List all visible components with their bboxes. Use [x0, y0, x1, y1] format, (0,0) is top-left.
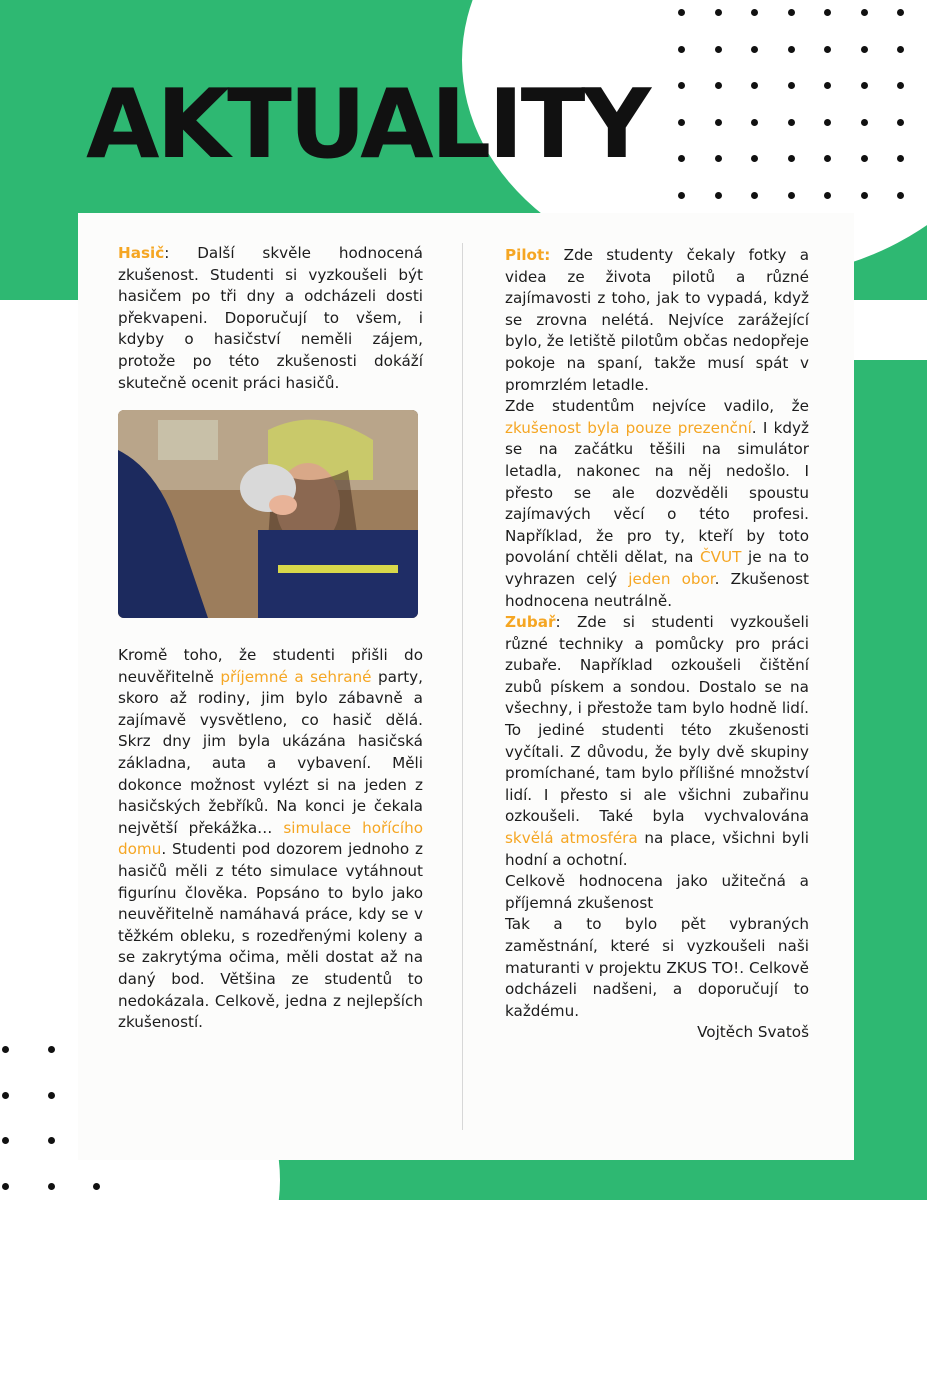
hasic-details [118, 645, 423, 1034]
dot [824, 82, 831, 89]
green-background-right [847, 360, 927, 1200]
dot [751, 119, 758, 126]
dot [48, 1183, 55, 1190]
dot [897, 9, 904, 16]
dot [48, 1092, 55, 1099]
dot [2, 1137, 9, 1144]
author-signature: Vojtěch Svatoš [697, 1023, 809, 1042]
dot [897, 155, 904, 162]
dot [678, 119, 685, 126]
dot [715, 9, 722, 16]
dot [788, 192, 795, 199]
column-divider [462, 243, 463, 1130]
zubar-text: : Zde si studenti vyzkoušeli různé techniky a pomůcky pro práci zubaře. Například ozkoušeli čištění zubů pískem a sondou. Dostalo se na všechny, i přestože tam bylo hodně lidí. To jediné studenti této zkušenosti vyčítali. Z důvodu, že byly dvě skupiny promíchané, tam bylo přílišné množství lidí. I přesto si ale všichni zubařinu ozkoušeli. Také byla vychvalována [505, 613, 809, 826]
dot [2, 1183, 9, 1190]
dot [861, 46, 868, 53]
dot [678, 192, 685, 199]
dot [715, 119, 722, 126]
dot [861, 82, 868, 89]
dot [824, 9, 831, 16]
pilot-detail-b: . I když se na začátku těšili na simulátor letadla, nakonec na něj nedošlo. I přesto se ale dozvěděli spoustu zajímavých věcí o této profesi. Například, že pro ty, kteří by toto povolání chtěli dělat, na [505, 418, 810, 567]
dot [861, 119, 868, 126]
dot [2, 1092, 9, 1099]
pilot-label: Pilot: [505, 246, 551, 264]
dot [824, 192, 831, 199]
dot [751, 192, 758, 199]
dot [715, 192, 722, 199]
pilot-text: Zde studenty čekaly fotky a videa ze života pilotů a různé zajímavosti z toho, jak to vypadá, když se zrovna nelétá. Nejvíce zarážející bylo, že letiště pilotům občas nedopřeje pokoje na spaní, takže musí spát v promrzlém letadle. [505, 246, 809, 394]
photo-illustration [118, 410, 418, 618]
dot [678, 46, 685, 53]
dot [861, 192, 868, 199]
dot [824, 155, 831, 162]
green-background-bottom [200, 1160, 927, 1200]
hasic-detail-text-a: Kromě toho, že studenti přišli do neuvěřitelně [118, 646, 423, 686]
dot [678, 155, 685, 162]
dot [788, 155, 795, 162]
dot [788, 119, 795, 126]
dot [897, 119, 904, 126]
dot [678, 82, 685, 89]
dot [861, 9, 868, 16]
dot [897, 192, 904, 199]
highlight-simulation: simulace hořícího domu [118, 818, 423, 859]
dot [897, 82, 904, 89]
pilot-detail-c: je na to vyhrazen celý [505, 548, 809, 588]
dot [861, 155, 868, 162]
dot [715, 155, 722, 162]
dot [93, 1183, 100, 1190]
dot [751, 9, 758, 16]
dot [788, 82, 795, 89]
dot [751, 82, 758, 89]
closing-paragraph: Tak a to bylo pět vybraných zaměstnání, které si vyzkoušeli naši maturanti v projektu ZKUS TO!. Celkově odcházeli nadšeni, a doporučují to každému. [505, 915, 809, 1020]
dot [678, 9, 685, 16]
highlight-prezencni: zkušenost byla pouze prezenční [505, 418, 752, 437]
zubar-end: na place, všichni byli hodní a ochotní. [505, 829, 809, 869]
dot [2, 1046, 9, 1053]
dot [751, 46, 758, 53]
dot [788, 46, 795, 53]
dot [715, 46, 722, 53]
firefighter-photo [118, 410, 418, 618]
page-title: AKTUALITY [86, 70, 649, 180]
highlight-party: příjemné a sehrané [220, 667, 372, 686]
zubar-summary: Celkově hodnocena jako užitečná a příjemná zkušenost [505, 872, 809, 912]
hasic-detail-text-c: . Studenti pod dozorem jednoho z hasičů měli z této simulace vytáhnout figurínu člověka. Popsáno to bylo jako neuvěřitelně namáhavá práce, kdy se v těžkém obleku, s rozedřenými koleny a se zakrytýma očima, měli dostat až na daný bod. Většina ze studentů to nedokázala. Celkově, jedna z nejlepších zkušeností. [118, 840, 423, 1032]
pilot-detail-d: . Zkušenost hodnocena neutrálně. [505, 569, 810, 610]
dot [48, 1046, 55, 1053]
highlight-obor: jeden obor [628, 569, 715, 588]
hasic-label: Hasič [118, 244, 165, 262]
pilot-detail-a: Zde studentům nejvíce vadilo, že [505, 397, 809, 416]
zubar-label: Zubař [505, 613, 556, 632]
dot [751, 155, 758, 162]
dot [824, 46, 831, 53]
hasic-detail-text-b: party, skoro až rodiny, jim bylo zábavně a zajímavě vysvětleno, co hasič dělá. Skrz dny jim byla ukázána hasičská základna, auta a vybavení. Měli dokonce možnost vylézt si na jeden z hasičských žebříků. Na konci je čekala největší překážka… [118, 667, 423, 837]
dot [48, 1137, 55, 1144]
highlight-atmosfera: skvělá atmosféra [505, 829, 638, 848]
hasic-intro [118, 243, 423, 394]
right-column [505, 245, 809, 1044]
dot [788, 9, 795, 16]
dot [715, 82, 722, 89]
dot [897, 46, 904, 53]
hasic-text: : Další skvěle hodnocená zkušenost. Studenti si vyzkoušeli být hasičem po tři dny a odcházeli dosti překvapeni. Doporučují to všem, i kdyby o hasičství neměli zájem, protože po této zkušenosti dokáží skutečně ocenit práci hasičů. [118, 244, 423, 392]
dot [824, 119, 831, 126]
highlight-cvut: ČVUT [700, 548, 742, 567]
